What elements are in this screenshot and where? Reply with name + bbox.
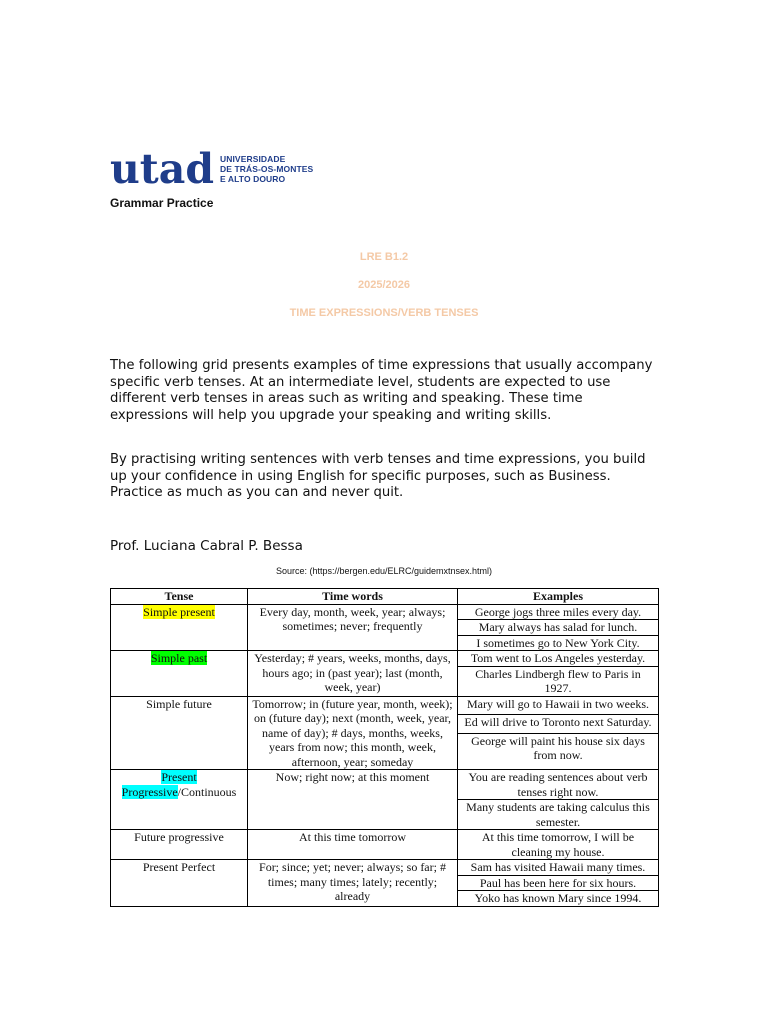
example-cell: Sam has visited Hawaii many times.	[458, 860, 659, 876]
table-row	[111, 696, 659, 715]
table-row	[111, 830, 659, 860]
logo-line: UNIVERSIDADE	[219, 154, 286, 164]
tense-cell: Simple future	[111, 696, 248, 770]
tense-label: Simple present	[143, 604, 215, 619]
time-words-cell: Yesterday; # years, weeks, months, days, hours ago; in (past year); last (month, week, year)	[248, 651, 458, 697]
table-row	[111, 860, 659, 876]
example-cell: Mary always has salad for lunch.	[458, 620, 659, 636]
course-code: LRE B1.2	[359, 251, 409, 263]
example-cell: At this time tomorrow, I will be cleaning my house.	[458, 830, 659, 860]
source-citation: Source: (https://bergen.edu/ELRC/guidemxtnsex.html)	[275, 566, 493, 576]
tense-cell: Present Perfect	[111, 860, 248, 907]
example-cell: You are reading sentences about verb tenses right now.	[458, 770, 659, 800]
table-row	[111, 770, 659, 800]
table-header-row	[111, 589, 659, 605]
header-examples: Examples	[458, 589, 659, 605]
time-words-cell: Now; right now; at this moment	[248, 770, 458, 830]
intro-paragraph: The following grid presents examples of time expressions that usually accompany specific verb tenses. At an intermediate level, students are expected to use different verb tenses in areas such as writing and speaking. These time expressions will help you upgrade your speaking and writing skills.	[110, 358, 653, 423]
example-cell: George will paint his house six days from now.	[458, 733, 659, 769]
example-cell: Paul has been here for six hours.	[458, 875, 659, 891]
example-cell: Mary will go to Hawaii in two weeks.	[458, 696, 659, 715]
time-words-cell: For; since; yet; never; always; so far; # times; many times; lately; recently; already	[248, 860, 458, 907]
tense-label-highlight: Present Progressive	[121, 770, 197, 799]
table-row	[111, 604, 659, 620]
example-cell: Ed will drive to Toronto next Saturday.	[458, 715, 659, 734]
school-year: 2025/2026	[358, 279, 410, 291]
tense-cell	[111, 651, 248, 697]
topic-title: TIME EXPRESSIONS/VERB TENSES	[289, 307, 479, 319]
logo-line: DE TRÁS-OS-MONTES	[219, 164, 314, 174]
example-cell: Tom went to Los Angeles yesterday.	[458, 651, 659, 667]
example-cell: George jogs three miles every day.	[458, 604, 659, 620]
example-cell: Charles Lindbergh flew to Paris in 1927.	[458, 666, 659, 696]
tense-cell	[111, 604, 248, 651]
verb-tense-table	[110, 588, 659, 907]
example-cell: I sometimes go to New York City.	[458, 635, 659, 651]
example-cell: Yoko has known Mary since 1994.	[458, 891, 659, 907]
tense-label: Simple past	[150, 651, 208, 665]
tense-label-suffix: /Continuous	[177, 784, 237, 799]
header-tense: Tense	[111, 589, 248, 605]
grammar-practice-label: Grammar Practice	[110, 196, 214, 210]
utad-logo	[110, 145, 314, 193]
table-row	[111, 651, 659, 667]
logo-line: E ALTO DOURO	[219, 174, 286, 184]
example-cell: Many students are taking calculus this semester.	[458, 800, 659, 830]
logo-wordmark: utad	[110, 145, 214, 193]
logo-university-name	[220, 154, 313, 184]
practice-paragraph: By practising writing sentences with verb tenses and time expressions, you build up your confidence in using English for specific purposes, such as Business. Practice as much as you can and never quit.	[110, 452, 646, 500]
tense-cell	[111, 770, 248, 830]
header-time-words: Time words	[248, 589, 458, 605]
tense-cell: Future progressive	[111, 830, 248, 860]
time-words-cell: At this time tomorrow	[248, 830, 458, 860]
time-words-cell: Tomorrow; in (future year, month, week); on (future day); next (month, week, year, name of day); # days, months, weeks, years from now; this month, week, afternoon, year; someday	[248, 696, 458, 770]
author-name: Prof. Luciana Cabral P. Bessa	[110, 538, 303, 554]
time-words-cell: Every day, month, week, year; always; sometimes; never; frequently	[248, 604, 458, 651]
